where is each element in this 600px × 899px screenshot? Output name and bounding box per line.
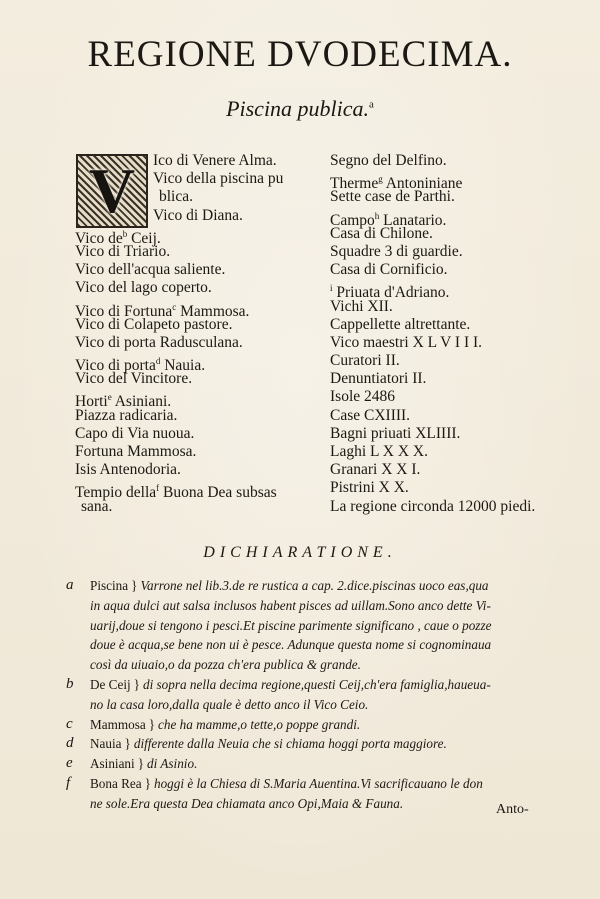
left-column-note-marker: f xyxy=(156,483,160,494)
right-column-entry-text: Pistrini X X. xyxy=(330,479,409,497)
left-column-note-marker: b xyxy=(122,228,128,239)
left-column-entry xyxy=(75,152,323,170)
annotation-continuation: così da uiuaio,o da pozza ch'era publica & grande. xyxy=(90,657,361,673)
left-column-entry-text: sana. xyxy=(81,497,113,515)
left-column-entry xyxy=(75,170,323,188)
annotation-row xyxy=(66,774,572,794)
right-column-entry xyxy=(330,479,580,497)
left-column-entry-text: Isis Antenodoria. xyxy=(75,461,181,479)
annotation-letter: d xyxy=(66,735,74,752)
right-column-entry xyxy=(330,316,580,334)
annotation-continuation: uarij,doue si tengono i pesci.Et piscine parimente significano , caue o pozze xyxy=(90,617,492,633)
section-subtitle xyxy=(0,98,600,120)
right-column-entry-text: La regione circonda 12000 piedi. xyxy=(330,497,536,515)
right-column-entry xyxy=(330,225,580,243)
brace-mark: } xyxy=(124,736,131,752)
left-column-entry xyxy=(75,298,323,320)
right-column-entry xyxy=(330,334,580,352)
right-column-entry xyxy=(330,170,580,193)
annotation-term: Piscina xyxy=(90,578,129,593)
left-column-entry-text: Vico di Diana. xyxy=(153,206,243,224)
left-column-entry xyxy=(75,461,323,479)
right-column-entry xyxy=(330,498,580,516)
right-column-entry-text: Casa di Cornificio. xyxy=(330,261,448,279)
right-column-entry xyxy=(330,407,580,425)
right-column-entry-text: Vichi XII. xyxy=(330,297,393,315)
right-column-entry xyxy=(330,388,580,406)
annotation-text: di Asinio. xyxy=(147,756,198,772)
annotation-text: Varrone nel lib.3.de re rustica a cap. 2.dice.piscinas uoco eas,qua xyxy=(140,578,489,593)
brace-mark: } xyxy=(133,676,140,692)
annotations-block xyxy=(66,576,572,814)
left-column-entry-text: Vico de xyxy=(75,229,123,247)
right-column-note-marker: i xyxy=(330,283,333,294)
annotation-continuation: doue è acqua,se bene non ui è pesce. Adunque questa nome si cognominaua xyxy=(90,637,492,653)
catchword: Anto- xyxy=(496,802,529,817)
left-column-entry-text-after: Ceij. xyxy=(127,229,161,247)
left-column-entry-text: Vico di porta xyxy=(75,357,156,375)
left-column-entry xyxy=(75,225,323,247)
left-column-entry-text: Capo di Via nuoua. xyxy=(75,424,195,442)
annotation-letter: f xyxy=(66,774,71,791)
left-column-entry xyxy=(75,425,323,443)
left-column-entry-text: Vico di Triario. xyxy=(75,242,171,260)
annotation-row xyxy=(66,754,572,774)
left-column-entry-text-after: Nauia. xyxy=(160,357,206,375)
left-column-entry xyxy=(75,207,323,225)
annotation-text: che ha mamme,o tette,o poppe grandi. xyxy=(158,716,361,732)
annotation-row xyxy=(66,576,572,596)
left-column-entry xyxy=(75,388,323,411)
right-column-entry-text: Squadre 3 di guardie. xyxy=(330,242,463,260)
subtitle-text: Piscina publica. xyxy=(226,96,370,121)
annotation-term: Asiniani xyxy=(90,756,135,772)
right-column-note-marker: h xyxy=(374,210,380,221)
left-column-entry-text: Vico della piscina pu xyxy=(153,170,284,188)
annotation-row xyxy=(66,715,572,735)
right-column-entry-text: Therme xyxy=(330,175,379,193)
right-column-entry-text: Vico maestri X L V I I I. xyxy=(330,333,483,351)
left-column-entry xyxy=(75,261,323,279)
right-column-entry-text: Casa di Chilone. xyxy=(330,224,433,242)
left-column-entry-text: Vico dell'acqua saliente. xyxy=(75,261,226,279)
left-column-entry xyxy=(75,279,323,297)
left-column-entry xyxy=(75,443,323,461)
left-column-entry-text: Vico di Fortuna xyxy=(75,302,173,320)
left-column-entry-text-after: Buona Dea subsas xyxy=(159,484,277,502)
right-column-entry-text-after: Priuata d'Adriano. xyxy=(332,284,450,302)
page-title: REGIONE DVODECIMA. xyxy=(87,34,513,75)
brace-mark: } xyxy=(131,578,138,593)
annotation-text: di sopra nella decima regione,questi Ceij,ch'era famiglia,haueua- xyxy=(143,676,491,692)
right-column-entry-text-after: Antoniniane xyxy=(382,175,463,193)
left-column-entry-text: Vico di porta Radusculana. xyxy=(75,333,243,351)
right-column-entry-text: Cappellette altrettante. xyxy=(330,315,471,333)
right-column-entry-text: Segno del Delfino. xyxy=(330,152,447,169)
annotation-letter: a xyxy=(66,577,74,593)
right-column-entry-text: Isole 2486 xyxy=(330,388,396,406)
annotation-continuation: in aqua dulci aut salsa inclusos habent pisces ad uillam.Sono anco dette Vi- xyxy=(90,597,491,613)
left-column-entry xyxy=(75,334,323,352)
left-column-entry-text: blica. xyxy=(159,188,193,206)
dichiaratione-heading: DICHIARATIONE. xyxy=(203,544,397,561)
right-column-entry-text: Curatori II. xyxy=(330,352,400,370)
right-column-entry-text: Case CXIIII. xyxy=(330,406,411,424)
subtitle-note-marker: a xyxy=(369,98,374,111)
left-column-entry-text: Fortuna Mammosa. xyxy=(75,443,197,460)
right-column-entry xyxy=(330,279,580,302)
left-column-entry xyxy=(75,479,323,502)
right-column-entry xyxy=(330,261,580,279)
right-column-entry xyxy=(330,425,580,443)
left-column-entry-text: Vico di Colapeto pastore. xyxy=(75,315,233,333)
right-column-entry xyxy=(330,370,580,388)
left-column-entry xyxy=(75,243,323,261)
right-column-entry-text: Granari X X I. xyxy=(330,461,421,479)
right-column-entry-text: Bagni priuati XLIIII. xyxy=(330,424,461,442)
annotation-text: hoggi è la Chiesa di S.Maria Auentina.Vi sacrificauano le don xyxy=(153,775,483,791)
left-column-list xyxy=(75,152,323,516)
annotation-term: De Ceij xyxy=(90,676,131,692)
left-column-entry-text: Piazza radicaria. xyxy=(75,406,178,424)
right-column-entry-text: Sette case de Parthi. xyxy=(330,188,455,206)
left-column-entry xyxy=(75,316,323,334)
left-column-entry-text-after: Asiniani. xyxy=(111,393,172,411)
right-column-entry xyxy=(330,243,580,261)
brace-mark: } xyxy=(137,756,145,772)
left-column-entry-text: Vico del Vincitore. xyxy=(75,370,193,388)
annotation-text: differente dalla Neuia che si chiama hoggi porta maggiore. xyxy=(133,736,447,752)
left-column-entry-text: Vico del lago coperto. xyxy=(75,279,212,297)
right-column-entry-text: Laghi L X X X. xyxy=(330,443,429,460)
annotation-term: Nauia xyxy=(90,736,122,752)
right-column-entry xyxy=(330,352,580,370)
right-column-note-marker: g xyxy=(378,174,383,185)
right-column-entry-text: Campo xyxy=(330,211,375,229)
right-column-entry xyxy=(330,461,580,479)
left-column-entry-text-after: Mammosa. xyxy=(176,302,250,320)
annotation-letter: e xyxy=(66,755,73,772)
brace-mark: } xyxy=(148,716,156,732)
right-column-entry xyxy=(330,152,580,170)
annotation-row xyxy=(66,675,572,695)
right-column-entry-text-after: Lanatario. xyxy=(379,211,447,229)
left-column-note-marker: d xyxy=(155,356,161,367)
right-column-entry xyxy=(330,298,580,316)
left-column-entry-text: Horti xyxy=(75,393,108,411)
annotation-term: Mammosa xyxy=(90,716,146,732)
annotation-term: Bona Rea xyxy=(90,775,142,791)
left-column-entry xyxy=(75,188,323,206)
initial-letter: V xyxy=(88,155,136,226)
annotation-row xyxy=(66,734,572,754)
left-column-note-marker: e xyxy=(107,392,112,403)
left-column-entry-text: Ico di Venere Alma. xyxy=(153,152,277,169)
annotation-continuation: no la casa loro,dalla quale è detto anco il Vico Ceio. xyxy=(90,696,369,712)
right-column-entry xyxy=(330,207,580,229)
annotation-letter: b xyxy=(66,675,74,692)
right-column-entry-text: Denuntiatori II. xyxy=(330,370,427,388)
brace-mark: } xyxy=(144,775,151,791)
left-column-note-marker: c xyxy=(172,301,177,312)
annotation-letter: c xyxy=(66,715,73,732)
right-column-entry xyxy=(330,443,580,461)
left-column-entry xyxy=(75,407,323,425)
left-column-entry xyxy=(75,352,323,375)
annotation-continuation: ne sole.Era questa Dea chiamata anco Opi,Maia & Fauna. xyxy=(90,795,404,811)
right-column-list xyxy=(330,152,580,516)
left-column-entry-text: Tempio della xyxy=(75,484,157,502)
